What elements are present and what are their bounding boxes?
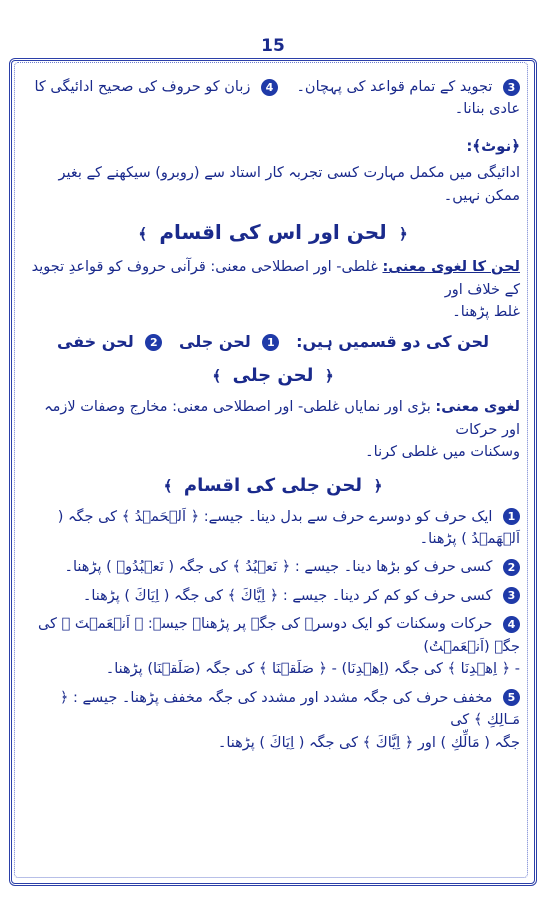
item-number-badge: 2	[145, 334, 162, 351]
types-text: لحن کی دو قسمیں ہیں:	[296, 331, 490, 351]
item-text: تجوید کے تمام قواعد کی پہچان۔	[296, 79, 493, 95]
top-items-line	[26, 76, 520, 121]
item-number-badge: 4	[503, 616, 520, 633]
ornament-icon: ﴿	[393, 225, 408, 244]
list-item-text: کسی حرف کو کم کر دینا۔ جیسے : ﴿ اِیَّاكَ ﴾ کی جگہ ( اِیَاكَ ) پڑھنا۔	[82, 587, 493, 604]
item-number-badge: 1	[262, 334, 279, 351]
definition-label: لحن کا لغوی معنی:	[382, 259, 520, 276]
list-item	[26, 613, 520, 680]
list-item	[26, 687, 520, 754]
definition-text: بڑی اور نمایاں غلطی- اور اصطلاحی معنی: مخارج وصفات لازمہ اور حرکات	[44, 399, 520, 438]
section-title: لحن جلی کی اقسام	[183, 474, 363, 496]
definition-continued: غلط پڑھنا۔	[452, 304, 520, 321]
section-heading	[26, 472, 520, 500]
definition-text: غلطی- اور اصطلاحی معنی: قرآنی حروف کو قواعدِ تجوید کے خلاف اور	[31, 259, 520, 298]
section-title: لحن جلی	[232, 365, 314, 387]
item-number-badge: 4	[261, 79, 278, 96]
list-item-text: حرکات وسکنات کو ایک دوسرے کی جگہ پر پڑھنا۔ جیسے: ﴿ اَنۡعَمۡتَ ﴾ کی جگہ (اَنۡعَمۡتُ)	[37, 616, 520, 655]
list-item-text: کسی حرف کو بڑھا دینا۔ جیسے : ﴿ نَعۡبُدُ ﴾ کی جگہ ( نَعۡبُدُوۡ ) پڑھنا۔	[64, 559, 493, 576]
definition-label: لغوی معنی:	[435, 399, 520, 416]
list-item	[26, 585, 520, 607]
item-number-badge: 5	[503, 689, 520, 706]
section-heading	[26, 217, 520, 248]
section-heading	[26, 362, 520, 390]
list-item	[26, 556, 520, 578]
ornament-icon: ﴾	[212, 367, 227, 386]
definition-line	[26, 256, 520, 301]
item-text: زبان کو حروف کی صحیح ادائیگی کا عادی بنانا۔	[34, 79, 520, 118]
ornament-icon: ﴿	[319, 367, 334, 386]
list-item-text: ایک حرف کو دوسرے حرف سے بدل دینا۔ جیسے: ﴿ اَلۡحَمۡدُ ﴾ کی جگہ ( اَلۡھَمۡدُ ) پڑھنا۔	[57, 508, 520, 547]
definition-line	[26, 396, 520, 441]
ornament-icon: ﴿	[368, 476, 383, 495]
page-content	[26, 76, 520, 760]
ornament-icon: ﴾	[163, 476, 178, 495]
list-item	[26, 506, 520, 551]
item-number-badge: 3	[503, 587, 520, 604]
list-item-continued: - ﴿ اِھۡدِنَا ﴾ کی جگہ (اِھۡدِنَا) - ﴿ صَلَقۡنَا ﴾ کی جگہ (صَلَقۡنَا) پڑھنا۔	[105, 661, 520, 678]
ornament-icon: ﴾	[138, 225, 153, 244]
page-number: 15	[261, 36, 285, 56]
item-number-badge: 2	[503, 559, 520, 576]
note-text: ادائیگی میں مکمل مہارت کسی تجربہ کار استاد سے (روبرو) سیکھنے کے بغیر ممکن نہیں۔	[58, 165, 520, 204]
list-item-continued: جگہ ( مَالِّكِ ) اور ﴿ اِیَّاكَ ﴾ کی جگہ ( اِیَاكَ ) پڑھنا۔	[217, 734, 520, 751]
definition-continued: وسکنات میں غلطی کرنا۔	[365, 444, 520, 461]
section-title: لحن اور اس کی اقسام	[159, 220, 387, 245]
item-number-badge: 1	[503, 508, 520, 525]
type-name: لحن خفی	[56, 331, 134, 351]
list-item-text: مخفف حرف کی جگہ مشدد اور مشدد کی جگہ مخفف پڑھنا۔ جیسے : ﴿ مَـالِكِ ﴾ کی	[59, 689, 520, 729]
item-number-badge: 3	[503, 79, 520, 96]
type-name: لحن جلی	[179, 331, 251, 351]
types-line	[26, 330, 520, 355]
note-label: ﴿نوٹ﴾:	[466, 136, 520, 155]
